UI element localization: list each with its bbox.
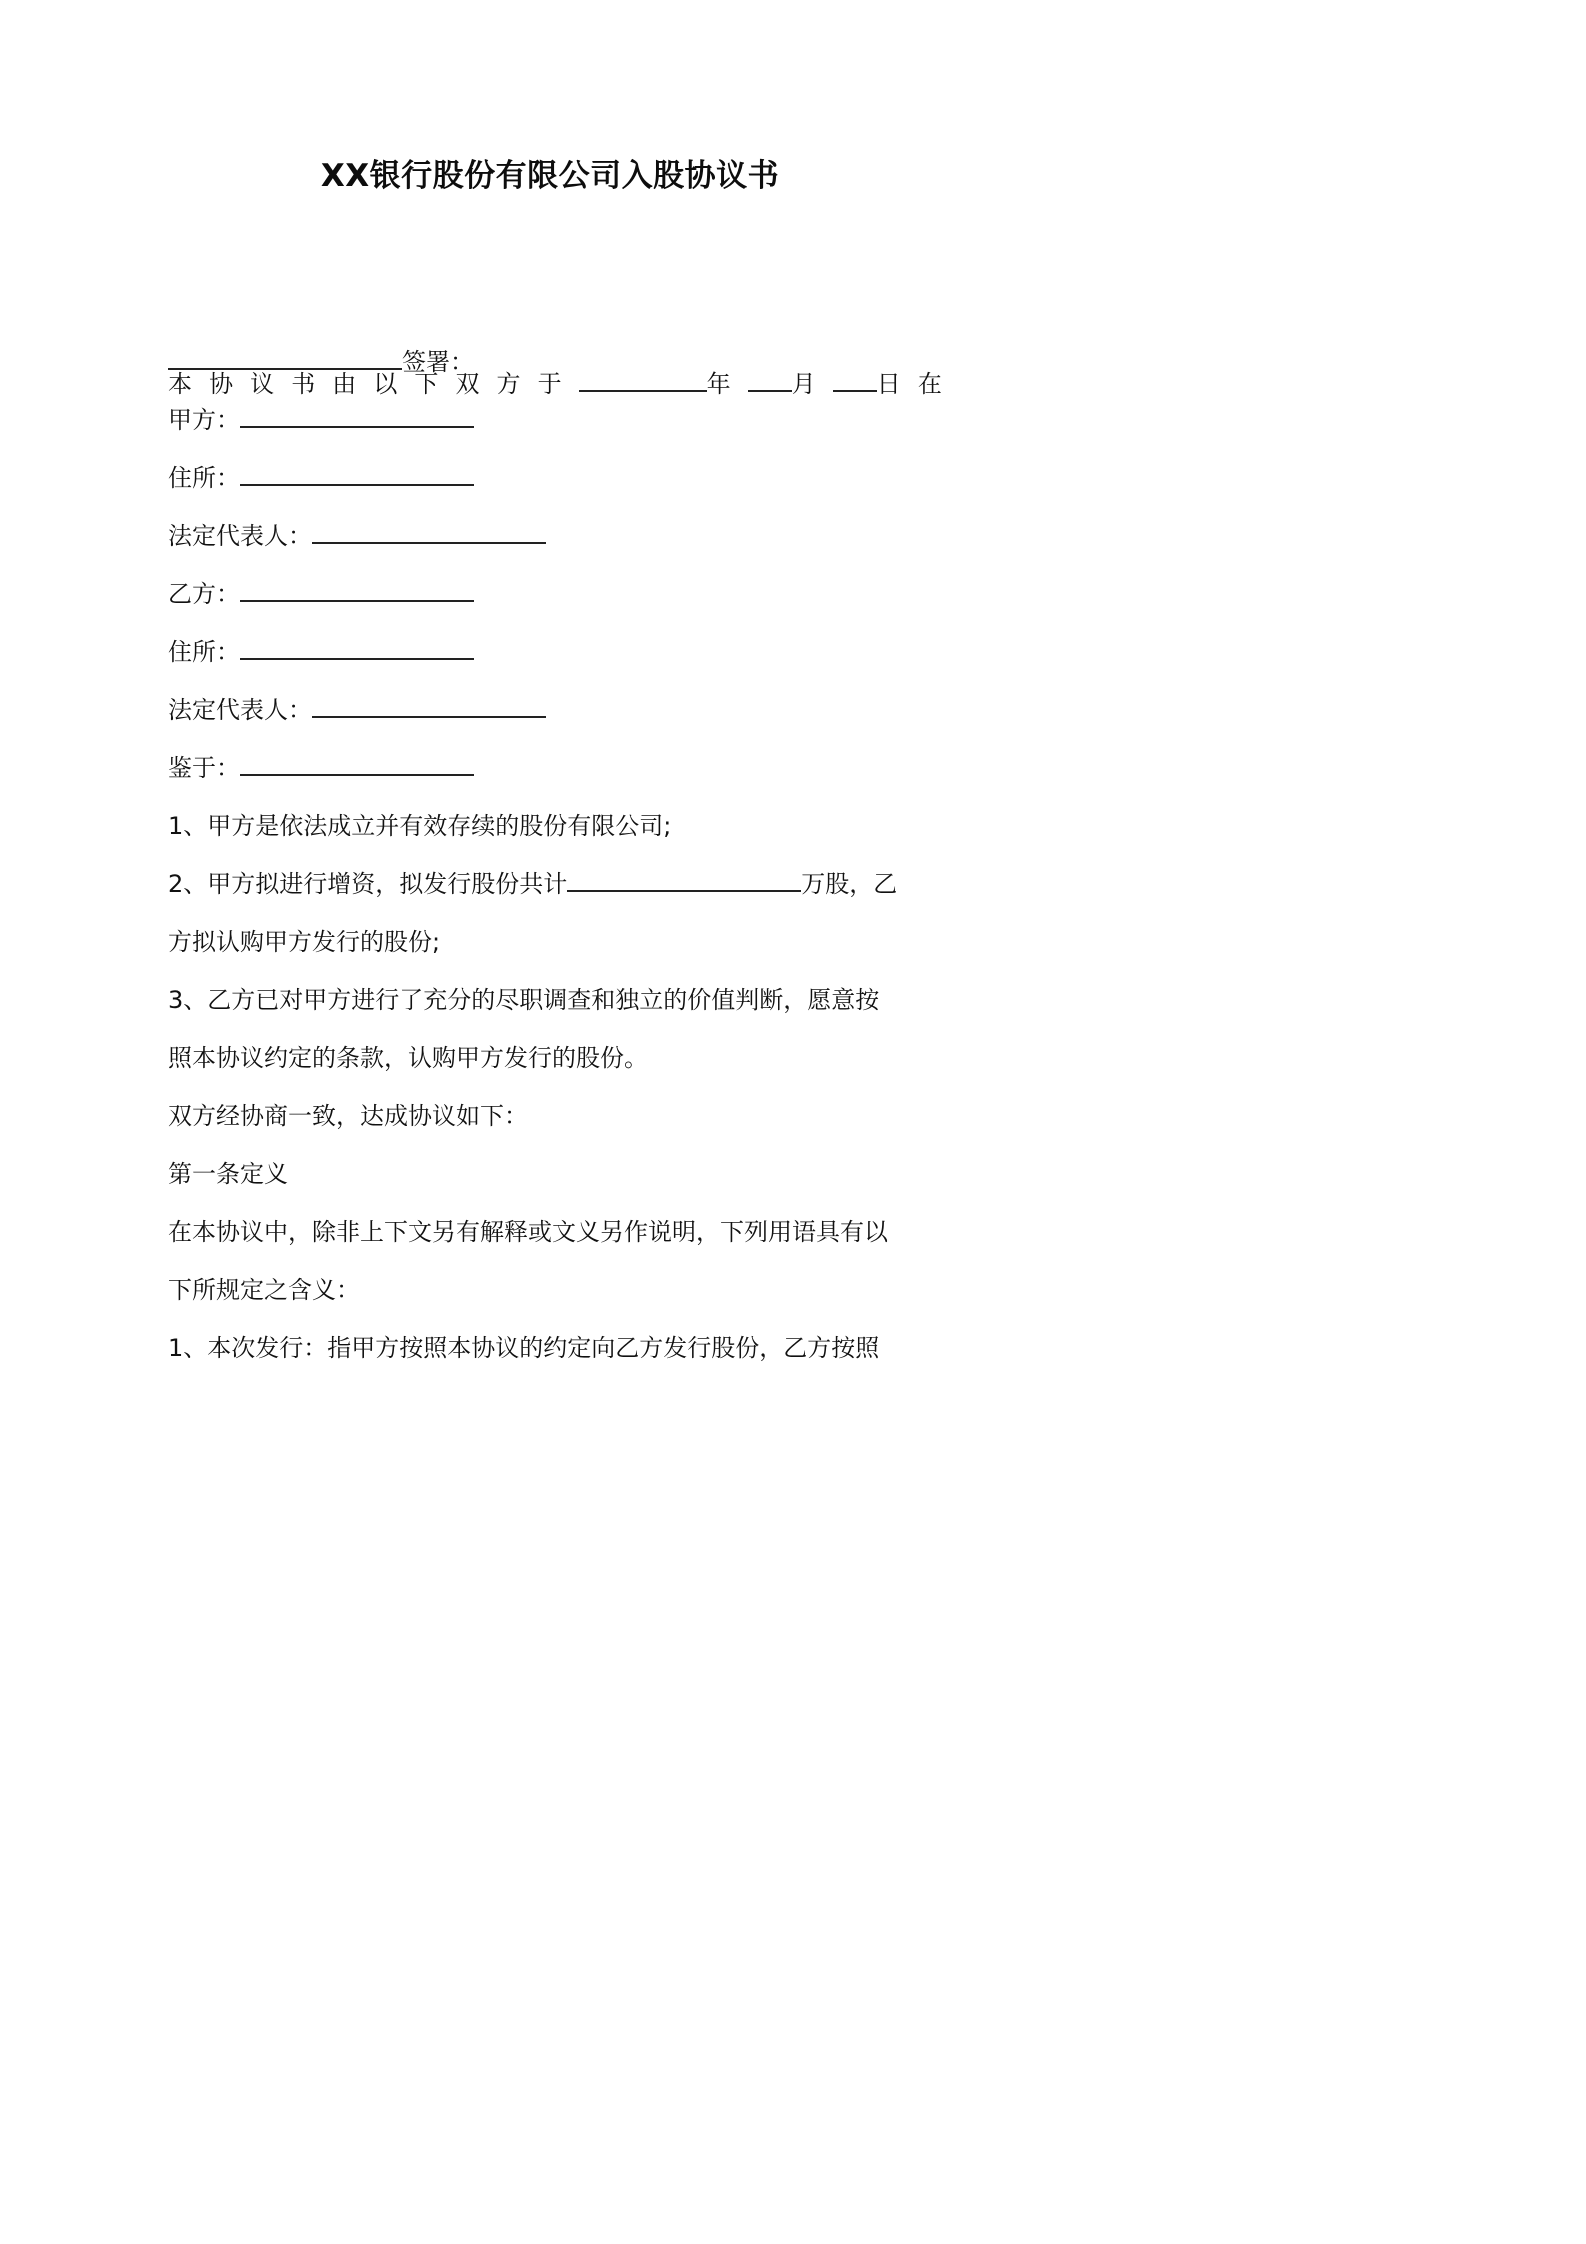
party-a-blank	[240, 402, 474, 428]
agreement-intro: 双方经协商一致，达成协议如下：	[168, 1102, 528, 1130]
document-title: XX银行股份有限公司入股协议书	[320, 158, 780, 194]
party-b-address-label: 住所：	[168, 638, 240, 666]
party-a-address-line	[168, 458, 474, 498]
article-1-intro-line-2: 下所规定之含义：	[168, 1276, 360, 1304]
at-label: 在	[917, 370, 942, 398]
whereas-item-2-post: 万股，乙	[801, 870, 898, 898]
year-label: 年	[706, 370, 731, 398]
whereas-item-2	[168, 864, 897, 904]
party-b-blank	[240, 576, 474, 602]
party-b-rep-line	[168, 690, 546, 730]
whereas-item-3-line-1: 3、乙方已对甲方进行了充分的尽职调查和独立的价值判断，愿意按	[168, 986, 880, 1014]
intro-char: 以	[373, 370, 398, 398]
whereas-item-1: 1、甲方是依法成立并有效存续的股份有限公司;	[168, 812, 672, 840]
shares-blank	[567, 866, 801, 892]
signed-label: 签署：	[402, 348, 474, 376]
party-b-label: 乙方：	[168, 580, 240, 608]
place-blank	[168, 344, 402, 370]
intro-char: 于	[537, 370, 562, 398]
party-b-address-line	[168, 632, 474, 672]
party-a-label: 甲方：	[168, 406, 240, 434]
party-a-rep-blank	[312, 518, 546, 544]
party-a-rep-line	[168, 516, 546, 556]
intro-char: 由	[332, 370, 357, 398]
party-b-line	[168, 574, 474, 614]
intro-char: 双	[455, 370, 480, 398]
day-label: 日	[876, 370, 901, 398]
intro-line	[168, 284, 942, 484]
year-blank	[579, 366, 707, 392]
whereas-label: 鉴于：	[168, 754, 240, 782]
day-group	[833, 364, 901, 404]
whereas-item-3-line-2: 照本协议约定的条款，认购甲方发行的股份。	[168, 1044, 648, 1072]
intro-char: 议	[250, 370, 275, 398]
month-group	[748, 364, 816, 404]
intro-char: 下	[414, 370, 439, 398]
day-blank	[833, 366, 877, 392]
article-1-intro-line-1: 在本协议中，除非上下文另有解释或文义另作说明，下列用语具有以	[168, 1218, 888, 1246]
whereas-blank	[240, 750, 474, 776]
month-label: 月	[791, 370, 816, 398]
year-group	[579, 364, 731, 404]
party-b-rep-blank	[312, 692, 546, 718]
intro-char: 方	[496, 370, 521, 398]
signing-place-line	[168, 342, 474, 382]
party-b-address-blank	[240, 634, 474, 660]
whereas-item-2-continued: 方拟认购甲方发行的股份;	[168, 928, 441, 956]
intro-char: 书	[291, 370, 316, 398]
article-1-heading: 第一条定义	[168, 1160, 288, 1188]
party-a-address-blank	[240, 460, 474, 486]
month-blank	[748, 366, 792, 392]
intro-char: 协	[209, 370, 234, 398]
party-b-rep-label: 法定代表人：	[168, 696, 312, 724]
whereas-line	[168, 748, 474, 788]
document-page	[0, 0, 1100, 1556]
party-a-address-label: 住所：	[168, 464, 240, 492]
party-a-rep-label: 法定代表人：	[168, 522, 312, 550]
party-a-line	[168, 400, 474, 440]
whereas-item-2-pre: 2、甲方拟进行增资，拟发行股份共计	[168, 870, 568, 898]
article-1-definition-1: 1、本次发行：指甲方按照本协议的约定向乙方发行股份，乙方按照	[168, 1334, 880, 1362]
intro-char: 本	[168, 370, 192, 398]
